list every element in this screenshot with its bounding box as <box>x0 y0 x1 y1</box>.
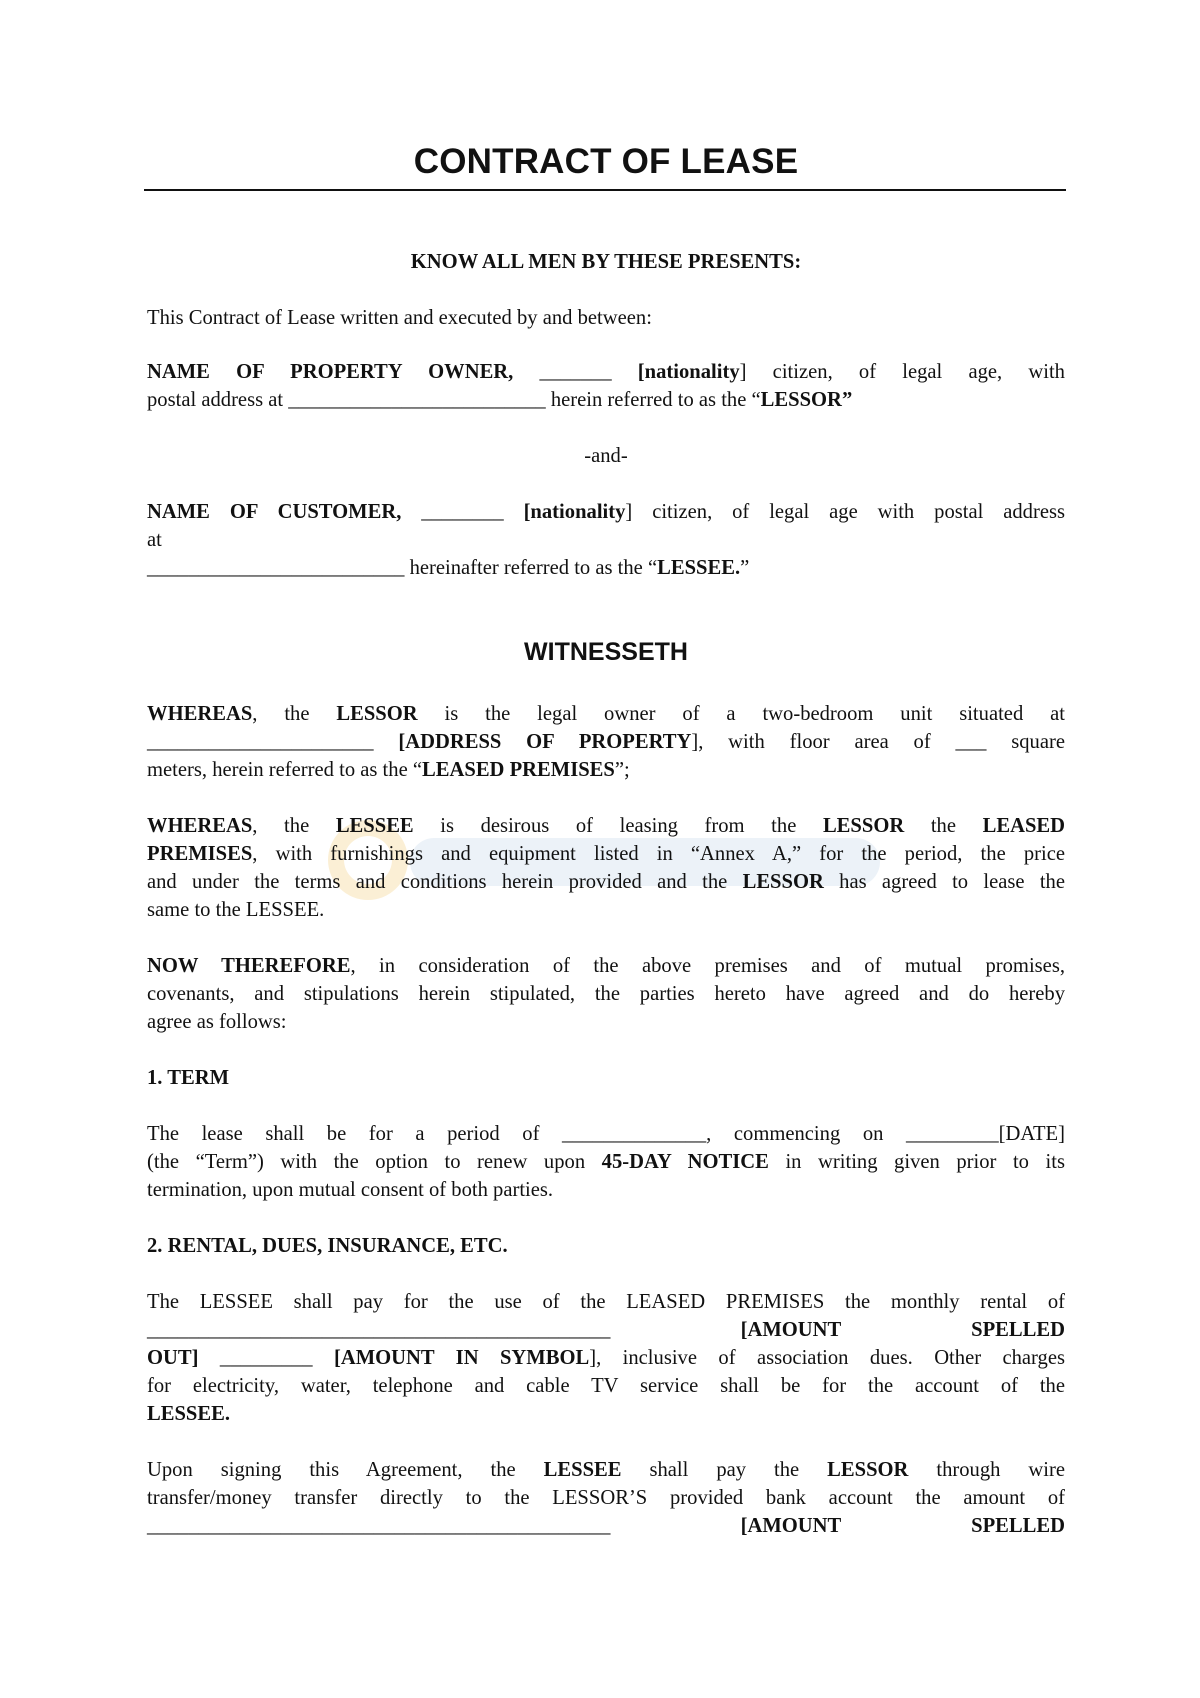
section-1-paragraph <box>147 1120 1065 1204</box>
lessee-line-1 <box>147 498 1065 526</box>
whereas-paragraph-2 <box>147 812 1065 924</box>
whereas1-line-3 <box>147 756 1065 784</box>
section2-p2-lessee: LESSEE <box>543 1459 622 1481</box>
whereas2-line-3 <box>147 868 1065 896</box>
witnesseth-heading: WITNESSETH <box>524 638 688 666</box>
section1-line-2 <box>147 1148 1065 1176</box>
whereas2-text-f: has agreed to lease the <box>823 871 1065 893</box>
now-therefore-line-1 <box>147 952 1065 980</box>
intro-paragraph: This Contract of Lease written and executed by and between: <box>147 307 652 329</box>
now-therefore-line-2: covenants, and stipulations herein stipulated, the parties hereto have agreed and do hereby <box>147 983 1065 1005</box>
section2-p2-amount-spelled: [AMOUNT SPELLED <box>740 1515 1065 1537</box>
section2-p2-text-a: Upon signing this Agreement, the <box>147 1459 544 1481</box>
now-therefore-text-a: , in consideration of the above premises and of mutual promises, <box>350 955 1065 977</box>
lessor-blank: _______ <box>539 361 612 383</box>
title-underline <box>144 189 1066 191</box>
now-therefore-line-3: agree as follows: <box>147 1011 287 1033</box>
section2-p2-lessor: LESSOR <box>827 1459 909 1481</box>
section2-p1-text-a: ], inclusive of association dues. Other charges <box>589 1347 1065 1369</box>
lessee-line-3 <box>147 554 1065 582</box>
section2-p2-text-c: through wire <box>908 1459 1066 1481</box>
whereas2-text-b: is desirous of leasing from the <box>413 815 823 837</box>
whereas2-line-4: same to the LESSEE. <box>147 899 325 921</box>
whereas2-text-e: and under the terms and conditions herein provided and the <box>147 871 743 893</box>
lessor-line-1 <box>147 358 1065 386</box>
whereas2-keyword: WHEREAS <box>147 815 253 837</box>
whereas2-text-d: , with furnishings and equipment listed in “Annex A,” for the period, the price <box>252 843 1065 865</box>
whereas2-lessor-2: LESSOR <box>742 871 824 893</box>
whereas2-line-1 <box>147 812 1065 840</box>
section2-p2-line-3 <box>147 1512 1065 1540</box>
section2-p1-line-3 <box>147 1344 1065 1372</box>
whereas2-text-c: the <box>904 815 983 837</box>
whereas2-lessor: LESSOR <box>822 815 905 837</box>
lessor-line-2-start: postal address at _________________________ herein referred to as the “ <box>147 389 761 411</box>
lessee-party-paragraph <box>147 498 1065 582</box>
section2-p1-blank-2: _________ <box>198 1347 334 1369</box>
whereas2-lessee: LESSEE <box>335 815 414 837</box>
section-1-heading-text: 1. TERM <box>147 1067 230 1089</box>
section1-line-3: termination, upon mutual consent of both parties. <box>147 1179 554 1201</box>
section1-notice: 45-DAY NOTICE <box>601 1151 769 1173</box>
section2-p2-line-2: transfer/money transfer directly to the LESSOR’S provided bank account the amount of <box>147 1487 1065 1509</box>
whereas2-premises: PREMISES <box>147 843 253 865</box>
lessee-line-3-start: _________________________ hereinafter referred to as the “ <box>147 557 658 579</box>
section2-p1-line-5 <box>147 1400 1065 1428</box>
lessor-role: LESSOR <box>760 389 842 411</box>
section1-line-1: The lease shall be for a period of ______________, commencing on _________[DATE] <box>147 1123 1065 1145</box>
lessor-name-label: NAME OF PROPERTY OWNER, <box>147 361 514 383</box>
lessor-party-paragraph <box>147 358 1065 414</box>
whereas1-keyword: WHEREAS <box>147 703 253 725</box>
section1-text-a: (the “Term”) with the option to renew upon <box>147 1151 602 1173</box>
preamble <box>147 248 1065 276</box>
section2-p1-line-4: for electricity, water, telephone and cable TV service shall be for the account of the <box>147 1375 1065 1397</box>
lessee-name-label: NAME OF CUSTOMER, <box>147 501 402 523</box>
section2-p2-blank: _____________________________________________ <box>147 1515 741 1537</box>
section-2-paragraph-2 <box>147 1456 1065 1540</box>
now-therefore-keyword: NOW THEREFORE <box>147 955 351 977</box>
lessee-quote-end: ” <box>740 557 750 579</box>
preamble-text: KNOW ALL MEN BY THESE PRESENTS: <box>410 251 802 273</box>
section-1-heading <box>147 1064 1065 1092</box>
section2-p1-amount-symbol: [AMOUNT IN SYMBOL <box>333 1347 590 1369</box>
whereas1-line-2 <box>147 728 1065 756</box>
now-therefore-paragraph <box>147 952 1065 1036</box>
section2-p1-amount-spelled: [AMOUNT SPELLED <box>740 1319 1065 1341</box>
section1-text-b: in writing given prior to its <box>768 1151 1065 1173</box>
section2-p2-text-b: shall pay the <box>621 1459 828 1481</box>
and-separator: -and- <box>584 445 628 467</box>
whereas2-line-2 <box>147 840 1065 868</box>
whereas1-lessor: LESSOR <box>336 703 418 725</box>
section-2-heading-text: 2. RENTAL, DUES, INSURANCE, ETC. <box>147 1235 508 1257</box>
lessor-quote-end: ” <box>841 389 853 411</box>
lessee-line-1-rest: ] citizen, of legal age with postal address <box>625 501 1066 523</box>
whereas1-leased-premises: LEASED PREMISES <box>422 759 615 781</box>
whereas2-leased: LEASED <box>982 815 1065 837</box>
whereas-paragraph-1 <box>147 700 1065 784</box>
lessee-blank: ________ <box>421 501 504 523</box>
whereas1-line-1 <box>147 700 1065 728</box>
section-2-paragraph-1 <box>147 1288 1065 1428</box>
lessor-nationality: [nationality <box>637 361 740 383</box>
lessor-line-2 <box>147 386 1065 414</box>
lessee-nationality: [nationality <box>523 501 626 523</box>
whereas1-address-placeholder: [ADDRESS OF PROPERTY <box>398 731 692 753</box>
section2-p1-out: OUT] <box>147 1347 199 1369</box>
lessee-role: LESSEE. <box>657 557 741 579</box>
document-title: CONTRACT OF LEASE <box>413 142 799 181</box>
section2-p1-blank: _____________________________________________ <box>147 1319 741 1341</box>
whereas1-end: ”; <box>614 759 630 781</box>
whereas1-floor-area: ], with floor area of ___ square <box>691 731 1065 753</box>
lessor-line-1-rest: ] citizen, of legal age, with <box>739 361 1065 383</box>
whereas1-text-b: is the legal owner of a two-bedroom unit situated at <box>417 703 1065 725</box>
whereas1-blank: ______________________ <box>147 731 399 753</box>
section2-p1-lessee: LESSEE. <box>147 1403 230 1425</box>
whereas2-text-a: , the <box>252 815 336 837</box>
section2-p1-line-2 <box>147 1316 1065 1344</box>
section2-p1-line-1: The LESSEE shall pay for the use of the LEASED PREMISES the monthly rental of <box>147 1291 1065 1313</box>
whereas1-text-a: , the <box>252 703 337 725</box>
section-2-heading <box>147 1232 1065 1260</box>
lessee-line-2: at <box>147 529 162 551</box>
whereas1-text-c: meters, herein referred to as the “ <box>147 759 423 781</box>
section2-p2-line-1 <box>147 1456 1065 1484</box>
